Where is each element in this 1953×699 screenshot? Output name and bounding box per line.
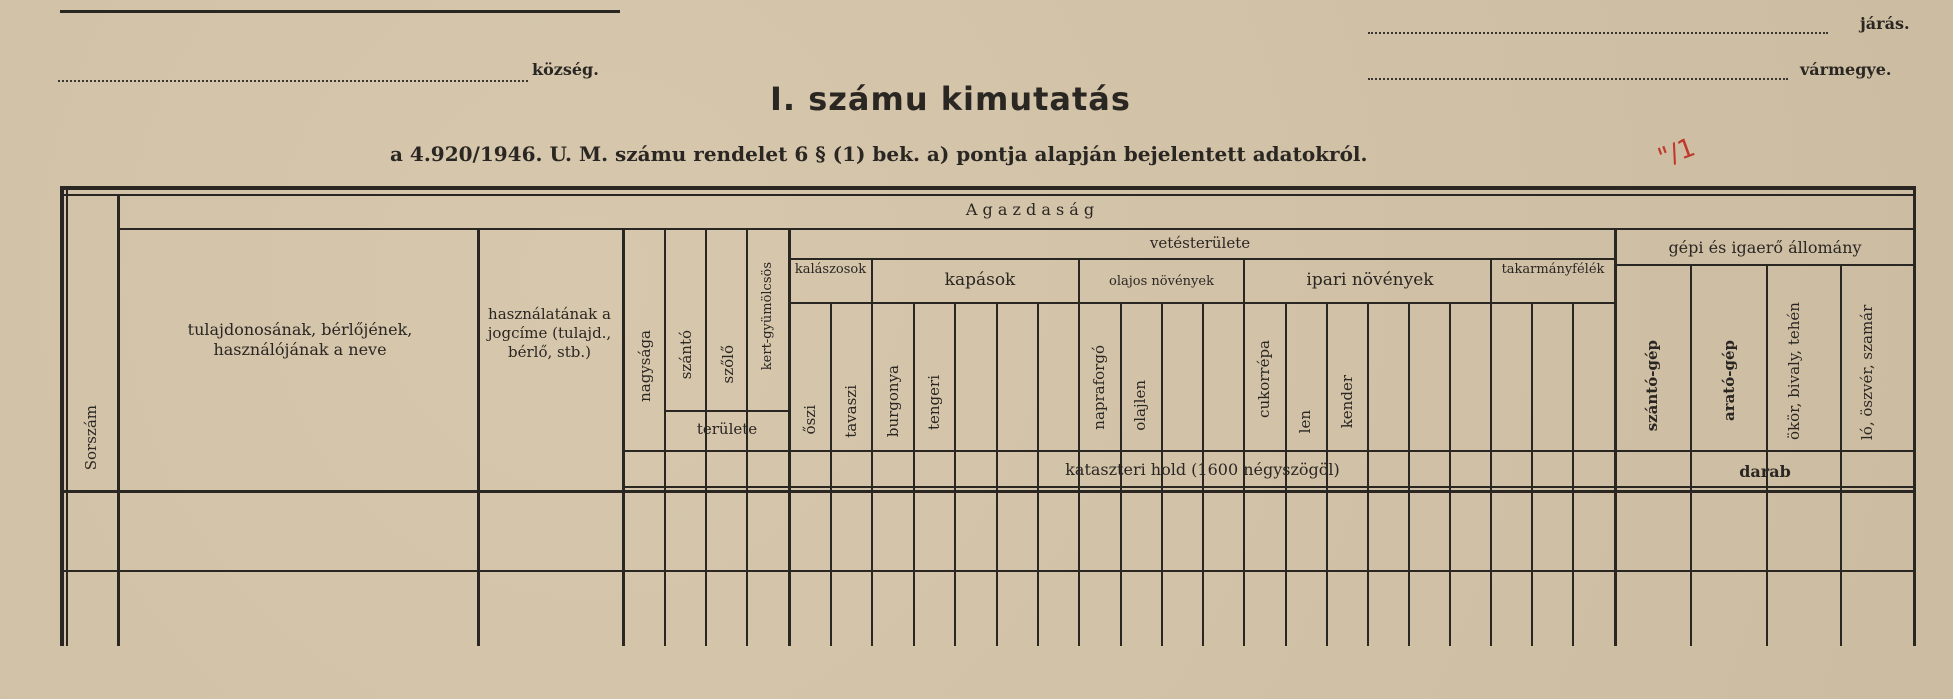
- szanto-header: szántó: [677, 330, 695, 380]
- kozseg-label: község.: [532, 60, 599, 79]
- burgonya-header: burgonya: [884, 365, 902, 438]
- szanto-gep-header: szántó-gép: [1643, 340, 1661, 432]
- page-subtitle: a 4.920/1946. U. M. számu rendelet 6 § (1) bek. a) pontja alapján bejelentett adatokról.: [390, 142, 1368, 166]
- len-header: len: [1296, 410, 1314, 434]
- kert-header: kert-gyümölcsös: [760, 262, 775, 371]
- lo-header: ló, öszvér, szamár: [1858, 304, 1876, 440]
- sorszam-header: Sorszám: [82, 405, 100, 471]
- ipari-label: ipari növények: [1306, 270, 1434, 290]
- varmegye-label: vármegye.: [1800, 60, 1892, 79]
- szolo-header: szőlő: [719, 345, 737, 384]
- takarmany-label: takarmányfélék: [1501, 262, 1605, 277]
- olajlen-header: olajlen: [1131, 380, 1149, 431]
- olajos-label: olajos növények: [1109, 274, 1214, 289]
- cukorrepa-header: cukorrépa: [1255, 340, 1273, 418]
- vetesterulete-label: vetésterülete: [1149, 234, 1251, 252]
- jogcim-header: használatának a jogcíme (tulajd., bérlő, stb.): [487, 305, 612, 361]
- tavaszi-header: tavaszi: [842, 385, 860, 438]
- terulete-label: területe: [696, 420, 758, 438]
- arato-gep-header: arató-gép: [1720, 340, 1738, 422]
- tulajdonos-header: tulajdonosának, bérlőjének, használójának a neve: [187, 320, 413, 359]
- kapasok-label: kapások: [944, 270, 1016, 290]
- oszi-header: őszi: [801, 405, 819, 435]
- kalaszosok-label: kalászosok: [794, 262, 867, 277]
- page-title: I. számu kimutatás: [770, 80, 1131, 118]
- jaras-label: járás.: [1860, 14, 1910, 33]
- darab-label: darab: [1739, 462, 1791, 481]
- handwritten-mark: "/1: [1653, 132, 1700, 174]
- a-gazdasag-label: A g a z d a s á g: [965, 200, 1095, 219]
- okor-header: ökör, bivaly, tehén: [1785, 302, 1803, 440]
- nagysaga-header: nagysága: [636, 330, 654, 402]
- kender-header: kender: [1338, 375, 1356, 429]
- kataszteri-label: kataszteri hold (1600 négyszögöl): [1065, 460, 1340, 479]
- tengeri-header: tengeri: [925, 375, 943, 431]
- gepi-label: gépi és igaerő állomány: [1668, 238, 1862, 257]
- napraforgo-header: napraforgó: [1090, 345, 1108, 430]
